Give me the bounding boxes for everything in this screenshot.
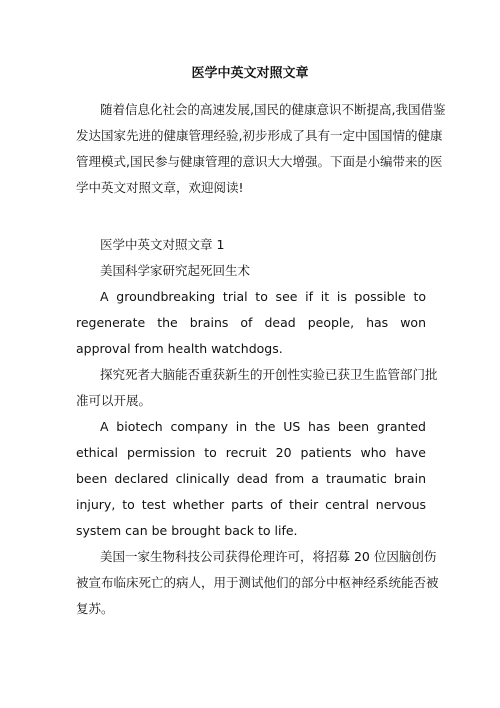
zh-line: 探究死者大脑能否重获新生的开创性实验已获卫生监管部门批: [100, 367, 438, 382]
intro-line: 学中英文对照文章，欢迎阅读!: [76, 180, 244, 195]
article-subtitle: 美国科学家研究起死回生术: [100, 263, 251, 278]
zh-line: 准可以开展。: [76, 393, 152, 408]
paragraph-chinese-2: [76, 544, 439, 622]
document-title: 医学中英文对照文章: [191, 66, 309, 81]
intro-line: 随着信息化社会的高速发展,国民的健康意识不断提高,我国借鉴: [100, 102, 446, 117]
paragraph-english-2: A biotech company in the US has been granted ethical permission to recruit 20 patients who have been declared clinically dead from a traumatic brain injury, to test whether parts of their central nervous system can be brought back to life.: [76, 419, 426, 538]
intro-line: 发达国家先进的健康管理经验,初步形成了具有一定中国国情的健康: [76, 128, 443, 143]
intro-paragraph: [76, 97, 446, 201]
zh-line: 复苏。: [76, 601, 114, 616]
article-heading: 医学中英文对照文章 1: [100, 237, 225, 252]
zh-line: 被宣布临床死亡的病人，用于测试他们的部分中枢神经系统能否被: [76, 575, 439, 590]
intro-line: 管理模式,国民参与健康管理的意识大大增强。下面是小编带来的医: [76, 154, 443, 169]
paragraph-chinese-1: [76, 362, 438, 414]
zh-line: 美国一家生物科技公司获得伦理许可，将招募 20 位因脑创伤: [100, 549, 437, 564]
paragraph-english-1: A groundbreaking trial to see if it is possible to regenerate the brains of dead people, has won approval from health watchdogs.: [76, 289, 426, 356]
